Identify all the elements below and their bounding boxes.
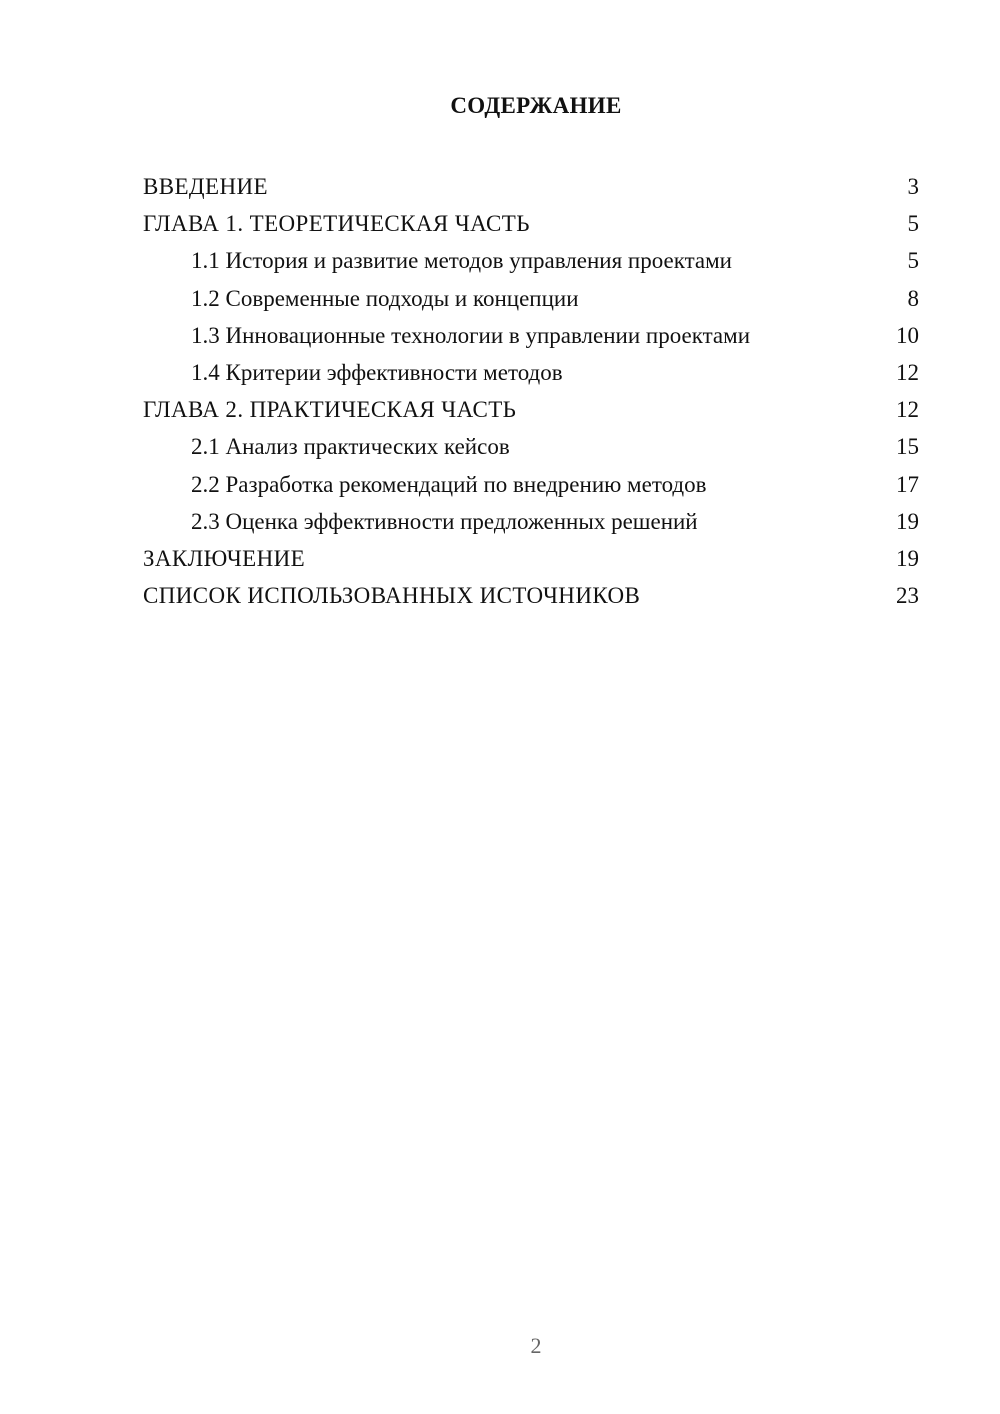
table-of-contents: [143, 168, 919, 614]
toc-entry-chapter-1: [143, 205, 919, 242]
toc-entry-label: ЗАКЛЮЧЕНИЕ: [143, 545, 306, 571]
toc-entry-label: 1.3 Инновационные технологии в управлении проектами: [191, 322, 750, 348]
toc-entry-page: 19: [896, 545, 919, 571]
toc-entry-label: 2.3 Оценка эффективности предложенных решений: [191, 508, 698, 534]
toc-entry-page: 8: [907, 285, 919, 311]
toc-entry-page: 5: [907, 211, 919, 237]
toc-entry-section-1-1: [143, 242, 919, 279]
toc-entry-label: ВВЕДЕНИЕ: [143, 174, 268, 199]
toc-entry-page: 15: [896, 434, 919, 460]
toc-entry-label: 2.2 Разработка рекомендаций по внедрению методов: [191, 471, 707, 497]
toc-title: СОДЕРЖАНИЕ: [450, 93, 622, 118]
toc-entry-conclusion: [143, 540, 919, 577]
toc-entry-references: [143, 577, 919, 614]
toc-entry-section-2-3: [143, 503, 919, 540]
toc-entry-label: СПИСОК ИСПОЛЬЗОВАННЫХ ИСТОЧНИКОВ: [143, 583, 641, 609]
toc-entry-label: 1.4 Критерии эффективности методов: [191, 359, 563, 385]
toc-entry-section-1-2: [143, 280, 919, 317]
toc-entry-chapter-2: [143, 391, 919, 428]
toc-entry-label: 1.1 История и развитие методов управления проектами: [191, 248, 732, 274]
toc-entry-label: 1.2 Современные подходы и концепции: [191, 285, 579, 311]
toc-entry-introduction: [143, 168, 919, 205]
toc-entry-section-2-2: [143, 466, 919, 503]
toc-entry-page: 23: [896, 583, 919, 609]
toc-entry-label: ГЛАВА 1. ТЕОРЕТИЧЕСКАЯ ЧАСТЬ: [143, 211, 530, 237]
toc-entry-page: 19: [896, 508, 919, 534]
toc-entry-section-2-1: [143, 428, 919, 465]
toc-entry-page: 12: [896, 359, 919, 385]
toc-entry-section-1-3: [143, 317, 919, 354]
toc-entry-page: 5: [907, 248, 919, 274]
toc-entry-section-1-4: [143, 354, 919, 391]
toc-entry-label: 2.1 Анализ практических кейсов: [191, 434, 510, 460]
page-number: 2: [530, 1333, 542, 1358]
toc-entry-page: 3: [907, 174, 919, 199]
toc-entry-page: 17: [896, 471, 919, 497]
toc-entry-label: ГЛАВА 2. ПРАКТИЧЕСКАЯ ЧАСТЬ: [143, 397, 517, 423]
toc-entry-page: 12: [896, 397, 919, 423]
toc-entry-page: 10: [896, 322, 919, 348]
